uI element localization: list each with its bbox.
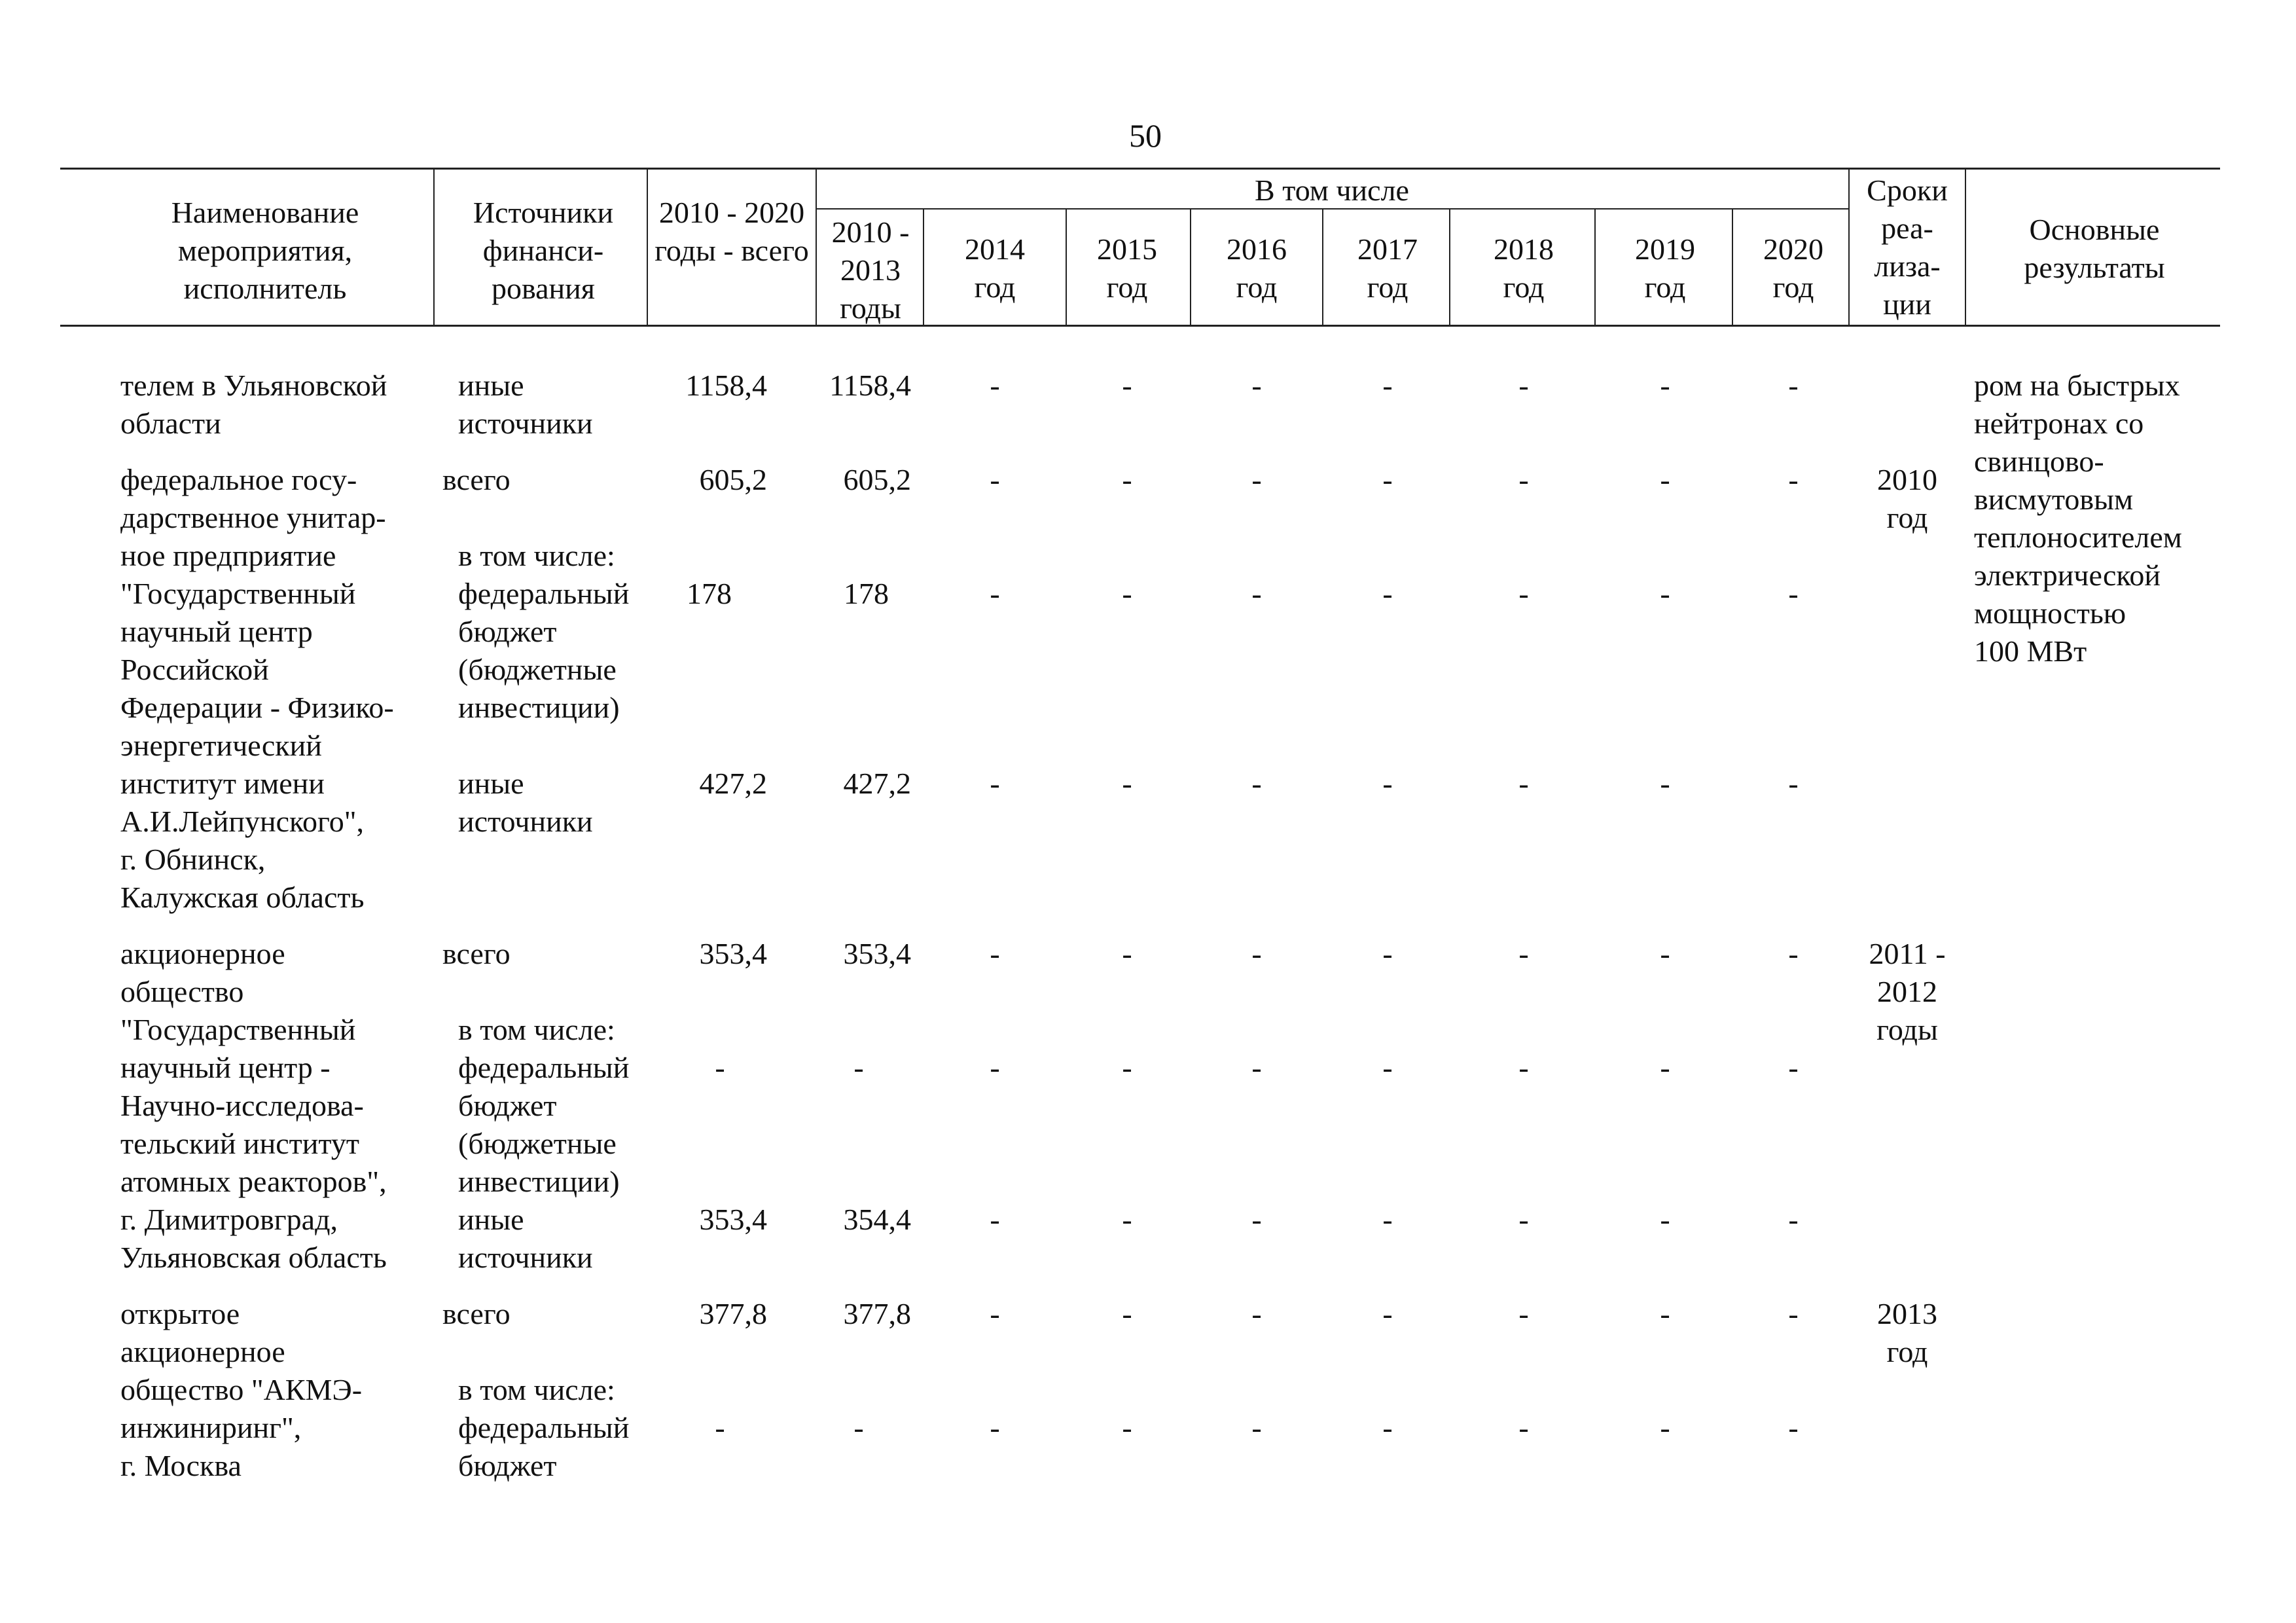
header-2010-2013: 2010 - 2013 годы: [831, 215, 910, 325]
row-2014: -: [990, 577, 1000, 610]
row-2016: -: [1251, 577, 1262, 610]
header-total: 2010 - 2020 годы - всего: [655, 196, 809, 267]
row-2018: -: [1518, 369, 1529, 402]
header-2017: 2017 год: [1357, 232, 1418, 304]
col-sep: [433, 169, 435, 325]
row-2017: -: [1382, 767, 1393, 800]
col-sep: [1066, 210, 1067, 325]
row-2010-2013: -: [853, 1051, 864, 1084]
row-2014: -: [990, 1051, 1000, 1084]
table-top-rule: [60, 168, 2220, 170]
row-source: иные источники: [458, 1203, 593, 1274]
row-2017: -: [1382, 1411, 1393, 1444]
row-total: -: [715, 1411, 725, 1444]
row-2018: -: [1518, 1203, 1529, 1236]
row-source: иные источники: [458, 767, 593, 838]
row-name: открытое акционерное общество "АКМЭ- инжиниринг", г. Москва: [120, 1297, 363, 1482]
row-2010-2013: 377,8: [843, 1297, 911, 1330]
header-2015: 2015 год: [1097, 232, 1157, 304]
row-2020: -: [1788, 463, 1799, 496]
row-2015: -: [1122, 1297, 1132, 1330]
header-name: Наименование мероприятия, исполнитель: [171, 196, 359, 305]
row-2015: -: [1122, 767, 1132, 800]
row-2019: -: [1660, 1411, 1670, 1444]
row-2014: -: [990, 937, 1000, 970]
row-source: всего: [442, 463, 511, 496]
row-2019: -: [1660, 937, 1670, 970]
row-2020: -: [1788, 1203, 1799, 1236]
col-sep: [923, 210, 924, 325]
row-2016: -: [1251, 369, 1262, 402]
row-2018: -: [1518, 1411, 1529, 1444]
row-total: 353,4: [699, 1203, 767, 1236]
row-2018: -: [1518, 767, 1529, 800]
row-2019: -: [1660, 369, 1670, 402]
header-2020: 2020 год: [1763, 232, 1823, 304]
row-2017: -: [1382, 463, 1393, 496]
row-2016: -: [1251, 767, 1262, 800]
table-header-bottom-rule: [60, 325, 2220, 327]
row-total: -: [715, 1051, 725, 1084]
row-total: 605,2: [699, 463, 767, 496]
header-group: В том числе: [1255, 173, 1409, 207]
row-2015: -: [1122, 463, 1132, 496]
row-2010-2013: 605,2: [843, 463, 911, 496]
col-sep: [1732, 210, 1733, 325]
row-2017: -: [1382, 1051, 1393, 1084]
col-sep: [1965, 169, 1966, 325]
row-source: в том числе: федеральный бюджет (бюджетные инвестиции): [458, 539, 630, 724]
row-terms: 2013 год: [1877, 1297, 1937, 1368]
col-sep: [1449, 210, 1450, 325]
row-2020: -: [1788, 369, 1799, 402]
row-2016: -: [1251, 1203, 1262, 1236]
row-2016: -: [1251, 463, 1262, 496]
row-2018: -: [1518, 1297, 1529, 1330]
row-2010-2013: 178: [844, 577, 889, 610]
row-2020: -: [1788, 577, 1799, 610]
row-2017: -: [1382, 937, 1393, 970]
row-2017: -: [1382, 1297, 1393, 1330]
row-2015: -: [1122, 1051, 1132, 1084]
row-name: федеральное госу- дарственное унитар- ное предприятие "Государственный научный центр Российской Федерации - Физико- энергетический институт имени А.И.Лейпунского", г. Обнинск, Калужская область: [120, 463, 394, 914]
row-2016: -: [1251, 1051, 1262, 1084]
row-2014: -: [990, 369, 1000, 402]
row-2020: -: [1788, 1297, 1799, 1330]
row-total: 353,4: [699, 937, 767, 970]
row-2019: -: [1660, 577, 1670, 610]
row-2020: -: [1788, 937, 1799, 970]
row-2014: -: [990, 463, 1000, 496]
row-2015: -: [1122, 1203, 1132, 1236]
row-2019: -: [1660, 1297, 1670, 1330]
row-source: всего: [442, 937, 511, 970]
row-2018: -: [1518, 463, 1529, 496]
header-2014: 2014 год: [965, 232, 1025, 304]
row-2015: -: [1122, 1411, 1132, 1444]
row-2019: -: [1660, 1203, 1670, 1236]
row-2017: -: [1382, 369, 1393, 402]
row-terms: 2011 - 2012 годы: [1869, 937, 1946, 1046]
row-total: 178: [687, 577, 732, 610]
row-2014: -: [990, 1411, 1000, 1444]
row-2015: -: [1122, 369, 1132, 402]
row-source: иные источники: [458, 369, 593, 440]
row-2010-2013: 427,2: [843, 767, 911, 800]
row-2018: -: [1518, 1051, 1529, 1084]
row-2016: -: [1251, 937, 1262, 970]
row-total: 377,8: [699, 1297, 767, 1330]
row-2020: -: [1788, 767, 1799, 800]
row-2010-2013: 354,4: [843, 1203, 911, 1236]
header-2016: 2016 год: [1227, 232, 1287, 304]
col-sep: [1322, 210, 1323, 325]
row-2015: -: [1122, 577, 1132, 610]
row-2010-2013: -: [853, 1411, 864, 1444]
row-terms: 2010 год: [1877, 463, 1937, 534]
row-2010-2013: 353,4: [843, 937, 911, 970]
col-sep: [1190, 210, 1191, 325]
row-source: в том числе: федеральный бюджет: [458, 1373, 630, 1482]
header-2019: 2019 год: [1635, 232, 1695, 304]
row-2015: -: [1122, 937, 1132, 970]
row-source: всего: [442, 1297, 511, 1330]
row-2016: -: [1251, 1411, 1262, 1444]
row-2014: -: [990, 1297, 1000, 1330]
row-2017: -: [1382, 1203, 1393, 1236]
col-sep: [1594, 210, 1596, 325]
row-2016: -: [1251, 1297, 1262, 1330]
row-total: 1158,4: [685, 369, 767, 402]
row-2019: -: [1660, 767, 1670, 800]
row-2019: -: [1660, 463, 1670, 496]
row-2010-2013: 1158,4: [829, 369, 911, 402]
row-2020: -: [1788, 1051, 1799, 1084]
header-source: Источники финанси- рования: [473, 196, 614, 305]
row-name: телем в Ульяновской области: [120, 369, 387, 440]
row-2018: -: [1518, 577, 1529, 610]
row-2020: -: [1788, 1411, 1799, 1444]
row-name: акционерное общество "Государственный научный центр - Научно-исследова- тельский институт атомных реакторов", г. Димитровград, Ульяновская область: [120, 937, 387, 1274]
header-results: Основные результаты: [2024, 213, 2165, 284]
row-2014: -: [990, 767, 1000, 800]
page-number: 50: [1129, 117, 1162, 154]
row-2014: -: [990, 1203, 1000, 1236]
row-2018: -: [1518, 937, 1529, 970]
row-2017: -: [1382, 577, 1393, 610]
row-2019: -: [1660, 1051, 1670, 1084]
header-2018: 2018 год: [1494, 232, 1554, 304]
col-sep: [1848, 169, 1850, 325]
row-results: ром на быстрых нейтронах со свинцово- висмутовым теплоносителем электрической мощностью 100 МВт: [1974, 369, 2182, 668]
row-source: в том числе: федеральный бюджет (бюджетные инвестиции): [458, 1013, 630, 1198]
header-terms: Сроки реа- лиза- ции: [1867, 173, 1948, 321]
row-total: 427,2: [699, 767, 767, 800]
